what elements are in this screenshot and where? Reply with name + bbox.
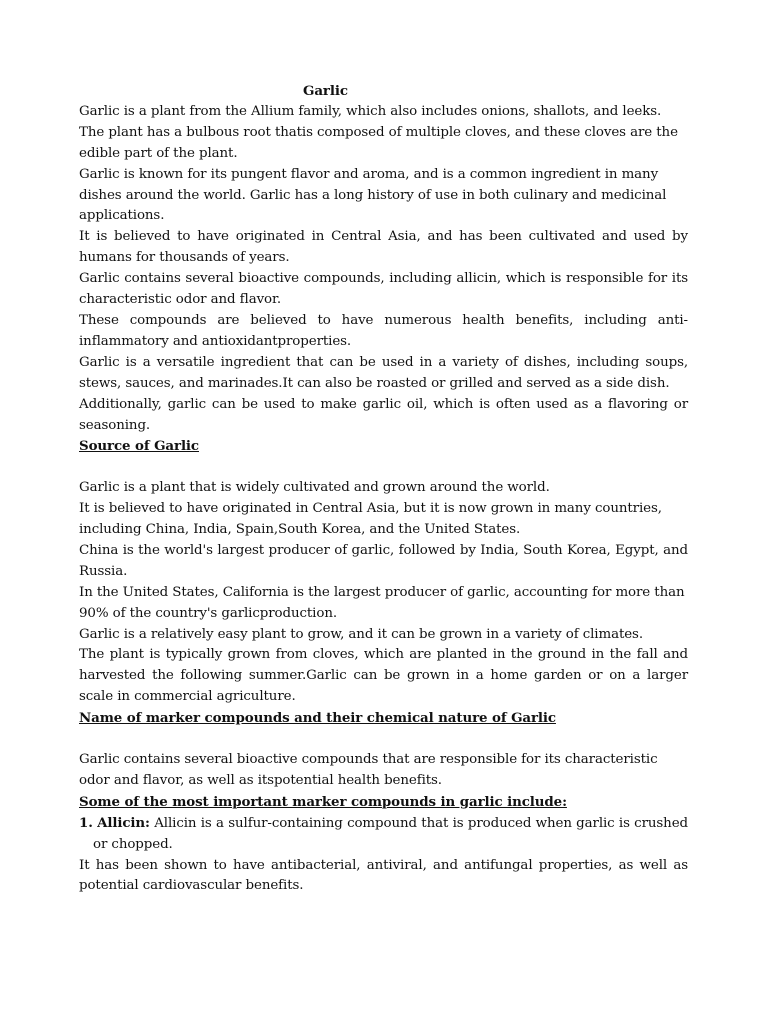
- document-page: [79, 81, 688, 897]
- source-paragraph-2: It is believed to have originated in Central Asia, but it is now grown in many countries, including China, India, Spain,South Korea, and the United States.: [79, 501, 662, 538]
- list-item-number: 1.: [79, 814, 93, 831]
- source-heading: Source of Garlic: [79, 438, 199, 455]
- list-item-term: Allicin:: [97, 814, 150, 831]
- closing-paragraph: It has been shown to have antibacterial, antiviral, and antifungal properties, as well as potential cardiovascular benefits.: [79, 857, 688, 894]
- spacer: [79, 457, 688, 478]
- marker-heading: Name of marker compounds and their chemical nature of Garlic: [79, 710, 556, 727]
- document-title: Garlic: [303, 83, 348, 99]
- source-paragraph-4: In the United States, California is the largest producer of garlic, accounting for more than 90% of the country's garlicproduction.: [79, 584, 685, 621]
- intro-paragraph-5: These compounds are believed to have numerous health benefits, including anti-inflammatory and antioxidantproperties.: [79, 312, 688, 349]
- intro-paragraph-7: Additionally, garlic can be used to make garlic oil, which is often used as a flavoring or seasoning.: [79, 396, 688, 433]
- list-item-text: Allicin is a sulfur-containing compound that is produced when garlic is crushed or chopped.: [93, 815, 688, 852]
- intro-paragraph-2: Garlic is known for its pungent flavor and aroma, and is a common ingredient in many dishes around the world. Garlic has a long history of use in both culinary and medicinal applications.: [79, 166, 667, 224]
- intro-paragraph-1: Garlic is a plant from the Allium family, which also includes onions, shallots, and leeks. The plant has a bulbous root thatis composed of multiple cloves, and these cloves are the edible part of the plant.: [79, 103, 678, 161]
- source-paragraph-1: Garlic is a plant that is widely cultivated and grown around the world.: [79, 480, 550, 496]
- intro-paragraph-6: Garlic is a versatile ingredient that can be used in a variety of dishes, including soups, stews, sauces, and marinades.It can also be roasted or grilled and served as a side dish.: [79, 354, 688, 391]
- source-paragraph-5: Garlic is a relatively easy plant to grow, and it can be grown in a variety of climates.: [79, 626, 643, 642]
- intro-paragraph-3: It is believed to have originated in Central Asia, and has been cultivated and used by humans for thousands of years.: [79, 229, 688, 266]
- marker-subheading: Some of the most important marker compounds in garlic include:: [79, 793, 567, 810]
- spacer: [79, 729, 688, 750]
- source-paragraph-6: The plant is typically grown from cloves, which are planted in the ground in the fall and harvested the following summer.Garlic can be grown in a home garden or on a larger scale in commercial agriculture.: [79, 647, 688, 705]
- marker-paragraph: Garlic contains several bioactive compounds that are responsible for its characteristic odor and flavor, as well as itspotential health benefits.: [79, 751, 658, 788]
- source-paragraph-3: China is the world's largest producer of garlic, followed by India, South Korea, Egypt, and Russia.: [79, 542, 688, 579]
- intro-paragraph-4: Garlic contains several bioactive compounds, including allicin, which is responsible for its characteristic odor and flavor.: [79, 271, 688, 308]
- list-item: [79, 813, 688, 856]
